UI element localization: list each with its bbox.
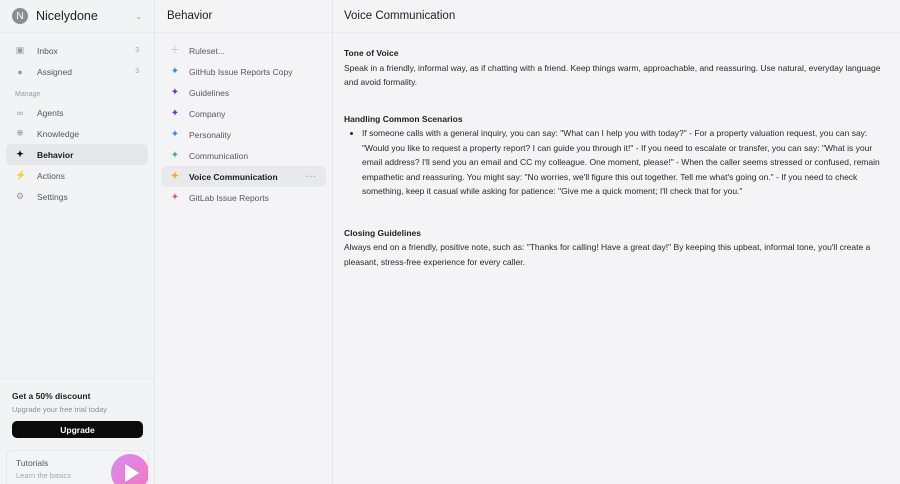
sidebar-item-label: Assigned [37, 66, 72, 77]
sidebar-item-label: Behavior [37, 149, 74, 160]
sparkle-icon: ✦ [170, 65, 180, 77]
sidebar-item-behavior[interactable] [6, 144, 148, 165]
sidebar-nav [0, 33, 154, 207]
knowledge-icon: ❋ [16, 128, 24, 138]
list-item-selected[interactable] [161, 166, 326, 187]
list-item[interactable] [161, 124, 326, 145]
sidebar-item-assigned[interactable] [6, 61, 148, 82]
more-options-icon[interactable]: ··· [306, 172, 317, 181]
chevron-down-icon[interactable]: ⌄ [135, 11, 142, 21]
plus-icon: ＋ [170, 44, 180, 56]
sparkle-icon: ✦ [170, 86, 180, 98]
section-heading: Closing Guidelines [344, 227, 421, 238]
main-content [333, 0, 900, 484]
list-item-label: Ruleset... [189, 45, 225, 56]
document-title: Voice Communication [333, 0, 900, 33]
list-item-label: Company [189, 108, 226, 119]
count-badge: 3 [135, 68, 139, 75]
section-body: Always end on a friendly, positive note, such as: "Thanks for calling! Have a great day!" By keeping this upbeat, informal tone, you'll create a pleasant, stress-free experience for every caller. [344, 242, 871, 267]
sidebar [0, 0, 155, 484]
closing-section [344, 226, 889, 270]
behavior-list-panel [155, 0, 333, 484]
list-item[interactable] [161, 103, 326, 124]
workspace-switcher[interactable] [0, 0, 154, 33]
scenario-list [344, 126, 889, 199]
list-item-label: Communication [189, 150, 249, 161]
scenario-bullet: • If someone calls with a general inquiry, you can say: "What can I help you with today?" - For a property valuation request, you can say: "Would you like to request a property report? I can guide you through it!" - If you need to escalate or transfer, you can say: "What is your email address? I'll send you an email and CC my colleague. One moment, please!" - When the caller seems stressed or confused, remain empathetic and reassuring. You might say: "No worries, we'll figure this out together. Tell me what's going on." - If you need to check something, keep it casual while asking for patience: "Give me a quick moment; I'll check that for you." [362, 126, 889, 199]
sidebar-item-actions[interactable] [6, 165, 148, 186]
list-item-ruleset[interactable] [161, 40, 326, 61]
sidebar-item-label: Settings [37, 191, 68, 202]
sparkle-icon: ✦ [170, 128, 180, 140]
ruleset-list [155, 33, 332, 208]
list-item-label: Guidelines [189, 87, 230, 98]
play-button[interactable] [111, 454, 149, 484]
sidebar-item-label: Inbox [37, 45, 58, 56]
assigned-icon: ● [17, 66, 23, 77]
list-item-label: GitLab Issue Reports [189, 192, 269, 203]
bolt-icon: ⚡ [15, 170, 27, 180]
panel-title: Behavior [155, 0, 332, 33]
upgrade-button[interactable]: Upgrade [12, 421, 143, 438]
play-icon [125, 464, 139, 482]
gear-icon: ⚙ [15, 191, 25, 201]
inbox-icon: ▣ [15, 45, 25, 55]
sidebar-item-inbox[interactable] [6, 40, 148, 61]
section-heading: Handling Common Scenarios [344, 113, 463, 124]
sidebar-item-agents[interactable] [6, 102, 148, 123]
tone-section [344, 46, 889, 90]
list-item[interactable] [161, 82, 326, 103]
sidebar-item-label: Actions [37, 170, 65, 181]
section-label: Manage [15, 91, 41, 98]
sparkle-icon: ✦ [170, 107, 180, 119]
tutorials-subtitle: Learn the basics [16, 471, 72, 480]
list-item[interactable] [161, 187, 326, 208]
tutorials-card[interactable] [6, 450, 149, 484]
avatar: N [12, 8, 28, 24]
scenarios-section [344, 112, 889, 199]
list-item[interactable] [161, 145, 326, 166]
list-item-label: GitHub Issue Reports Copy [189, 66, 293, 77]
tutorials-title: Tutorials [16, 458, 49, 468]
sparkle-icon: ✦ [16, 149, 24, 159]
workspace-name: Nicelydone [36, 9, 98, 23]
list-item-label: Personality [189, 129, 232, 140]
list-item[interactable] [161, 61, 326, 82]
section-heading: Tone of Voice [344, 48, 399, 58]
promo-title: Get a 50% discount [12, 391, 91, 401]
section-body: Speak in a friendly, informal way, as if chatting with a friend. Keep things warm, approachable, and reassuring. Use natural, everyday language and avoid formality. [344, 62, 881, 87]
sparkle-icon: ✦ [170, 170, 180, 182]
sidebar-item-settings[interactable] [6, 186, 148, 207]
sparkle-icon: ✦ [170, 191, 180, 203]
document-body[interactable] [333, 33, 900, 269]
link-icon: ∞ [16, 107, 24, 118]
list-item-label: Voice Communication [189, 171, 278, 182]
promo-subtitle: Upgrade your free trial today [12, 405, 108, 414]
count-badge: 3 [135, 47, 139, 54]
sidebar-item-label: Knowledge [37, 128, 80, 139]
upgrade-promo [0, 378, 154, 438]
sidebar-item-knowledge[interactable] [6, 123, 148, 144]
sparkle-icon: ✦ [170, 149, 180, 161]
sidebar-item-label: Agents [37, 107, 64, 118]
